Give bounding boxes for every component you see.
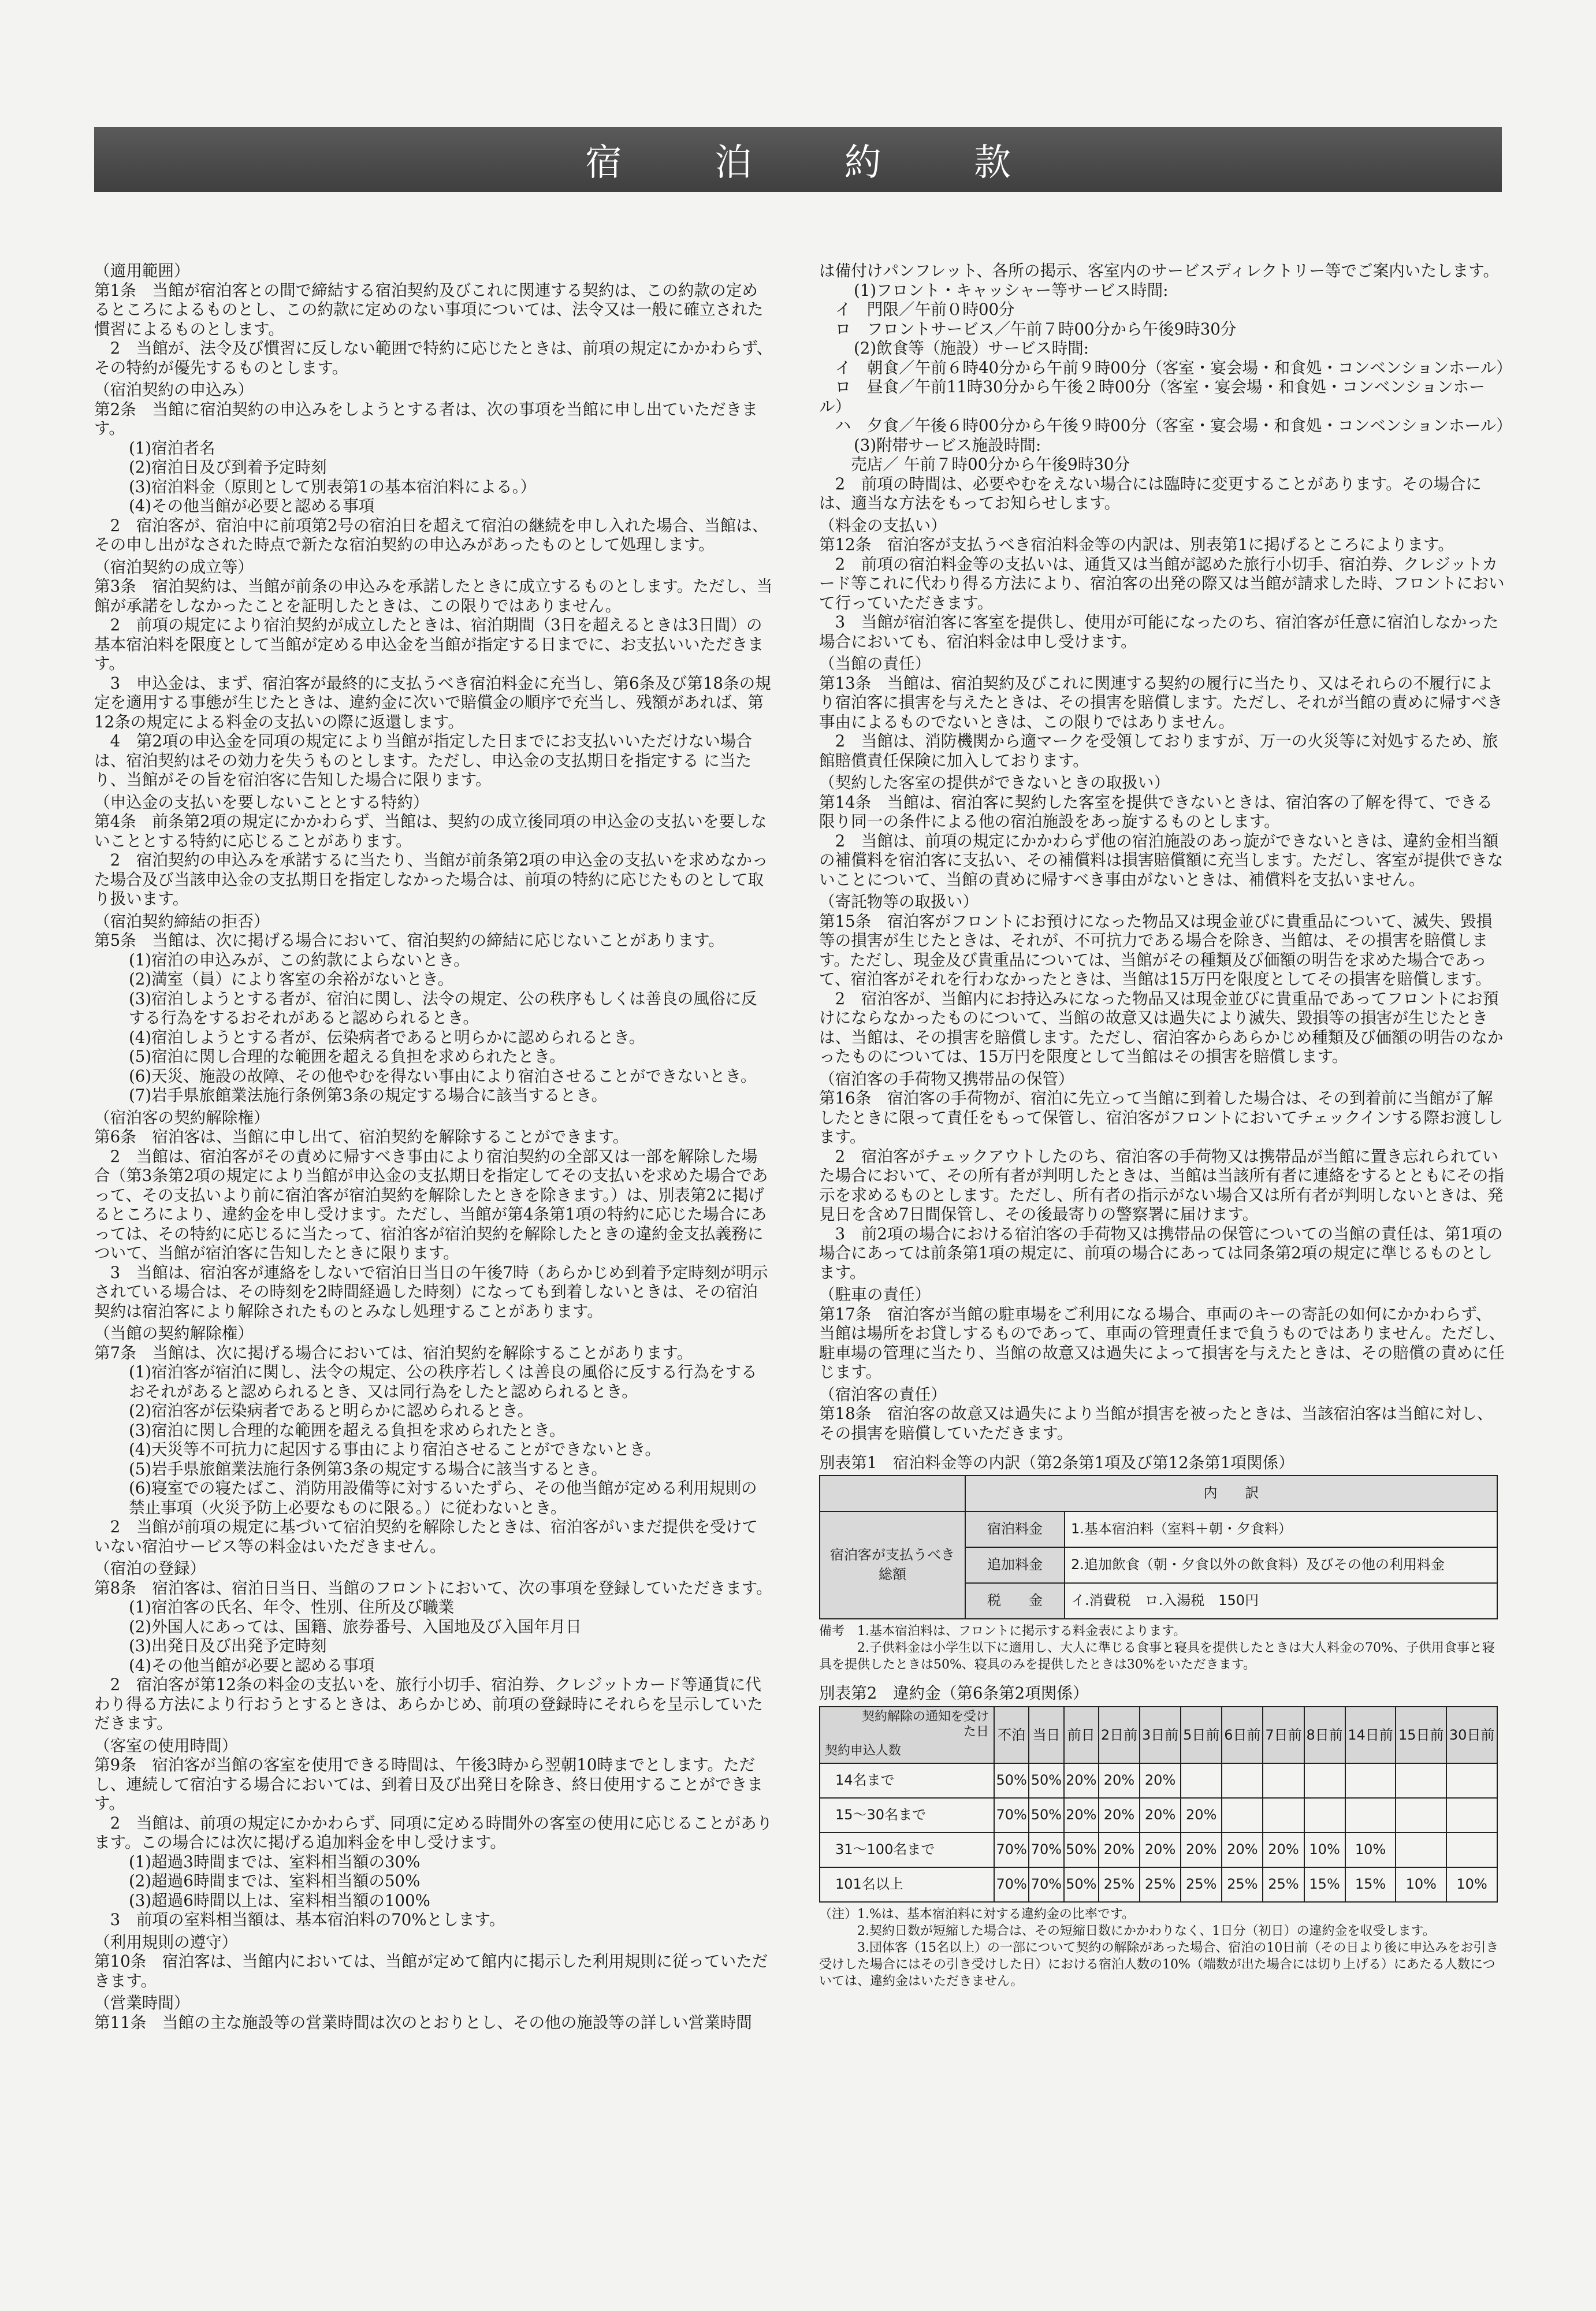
table1-blank xyxy=(820,1476,965,1511)
list-item: (4)天災等不可抗力に起因する事由により宿泊させることができないとき。 xyxy=(129,1440,661,1459)
paragraph: イ 朝食／午前６時40分から午前９時00分（客室・宴会場・和食処・コンベンションホール） xyxy=(819,358,1512,377)
table-cell: 50% xyxy=(1029,1763,1063,1798)
list-item: (5)宿泊に関し合理的な範囲を超える負担を求められたとき。 xyxy=(129,1047,566,1066)
paragraph: 3 当館が宿泊客に客室を提供し、使用が可能になったのち、宿泊客が任意に宿泊しなかった場合においても、宿泊料金は申し受けます。 xyxy=(819,612,1499,651)
paragraph: 2 宿泊客が、当館内にお持込みになった物品又は現金並びに貴重品であってフロントにお預けにならなかったものについて、当館の故意又は過失により滅失、毀損等の損害が生じたときは、当館は、その損害を賠償します。ただし、宿泊客からあらかじめ種類及び価額の明告のなかったものについては、15万円を限度として当館はその損害を賠償します。 xyxy=(819,989,1504,1066)
list-item: (1)宿泊客が宿泊に関し、法令の規定、公の秩序若しくは善良の風俗に反する行為をするおそれがあると認められるとき、又は同行為をしたと認められるとき。 xyxy=(129,1362,757,1401)
table2-column-header: 当日 xyxy=(1029,1707,1063,1763)
table-cell: 20% xyxy=(1140,1833,1181,1867)
table-cell: 70% xyxy=(1029,1833,1063,1867)
section-heading: （宿泊契約の申込み） xyxy=(94,380,254,399)
row-label: 101名以上 xyxy=(820,1867,994,1902)
table2-note: 3.団体客（15名以上）の一部について契約の解除があった場合、宿泊の10日前（その日より後に申込みをお引き受けした場合にはその引き受けした日）における宿泊人数の10%（端数が出た場合には切り上げる）にあたる人数については、違約金はいただきません。 xyxy=(819,1941,1499,1989)
section-heading: （宿泊客の契約解除権） xyxy=(94,1108,270,1127)
table1-row-value: 1.基本宿泊料（室料＋朝・夕食料） xyxy=(1065,1511,1497,1547)
table-cell: 20% xyxy=(1099,1763,1140,1798)
section-heading: （宿泊契約締結の拒否） xyxy=(94,911,270,931)
table2-column-header: 14日前 xyxy=(1345,1707,1396,1763)
section-heading: （宿泊客の手荷物又携帯品の保管） xyxy=(819,1069,1074,1088)
paragraph: 2 宿泊客が第12条の料金の支払いを、旅行小切手、宿泊券、クレジットカード等通貨に代わり得る方法により行おうとするときは、あらかじめ、前項の登録時にそれらを呈示していただきます。 xyxy=(94,1675,763,1733)
table-row xyxy=(820,1833,1497,1867)
section-heading: （宿泊の登録） xyxy=(94,1559,206,1578)
table2-column-header: 2日前 xyxy=(1099,1707,1140,1763)
article-section xyxy=(819,1285,1505,1382)
paragraph: 第9条 宿泊客が当館の客室を使用できる時間は、午後3時から翌朝10時までとします。ただし、連続して宿泊する場合においては、到着日及び出発日を除き、終日使用することができます。 xyxy=(94,1755,763,1813)
list-item: (3)出発日及び出発予定時刻 xyxy=(129,1636,327,1655)
list-item: (1)宿泊の申込みが、この約款によらないとき。 xyxy=(129,950,470,969)
list-item: (3)宿泊しようとする者が、宿泊に関し、法令の規定、公の秩序もしくは善良の風俗に反する行為をするおそれがあると認められるとき。 xyxy=(129,989,757,1027)
table-cell xyxy=(1263,1763,1304,1798)
table-cell: 25% xyxy=(1263,1867,1304,1902)
table2-column-header: 30日前 xyxy=(1446,1707,1497,1763)
list-item: (1)フロント・キャッシャー等サービス時間: xyxy=(854,280,1169,300)
section-heading: （当館の契約解除権） xyxy=(94,1324,254,1343)
list-item: (2)超過6時間までは、室料相当額の50% xyxy=(129,1871,421,1890)
table-cell: 15% xyxy=(1304,1867,1345,1902)
table-cell: 50% xyxy=(1064,1833,1099,1867)
section-heading: （適用範囲） xyxy=(94,261,190,280)
table-cell: 70% xyxy=(994,1833,1029,1867)
article-section xyxy=(94,793,773,909)
corner-top-label: 契約解除の通知を受けた日 xyxy=(862,1710,989,1739)
table2-note: （注）1.%は、基本宿泊料に対する違約金の比率です。 xyxy=(819,1907,1135,1922)
table-cell: 20% xyxy=(1222,1833,1263,1867)
table-cell: 20% xyxy=(1181,1798,1222,1833)
table2-title: 別表第2 違約金（第6条第2項関係） xyxy=(819,1683,1089,1703)
table-cell: 25% xyxy=(1181,1867,1222,1902)
table-cell: 50% xyxy=(1064,1867,1099,1902)
table-cell: 10% xyxy=(1446,1867,1497,1902)
list-item: (4)その他当館が必要と認める事項 xyxy=(129,496,375,515)
table2-column-header: 15日前 xyxy=(1396,1707,1446,1763)
list-item: (3)附帯サービス施設時間: xyxy=(854,435,1041,455)
table2-column-header: 7日前 xyxy=(1263,1707,1304,1763)
paragraph: 第15条 宿泊客がフロントにお預けになった物品又は現金並びに貴重品について、滅失、毀損等の損害が生じたときは、それが、不可抗力である場合を除き、当館は、その損害を賠償します。ただし、現金及び貴重品については、当館がその種類及び価額の明告を求めた場合であって、宿泊客がそれを行わなかったときは、当館は15万円を限度としてその損害を賠償します。 xyxy=(819,911,1493,989)
table-cell xyxy=(1345,1798,1396,1833)
table-cell xyxy=(1396,1798,1446,1833)
table-cell: 70% xyxy=(994,1867,1029,1902)
paragraph: 2 当館は、前項の規定にかかわらず他の宿泊施設のあっ旋ができないときは、違約金相当額の補償料を宿泊客に支払い、その補償料は損害賠償額に充当します。ただし、客室が提供できないことについて、当館の責めに帰すべき事由がないときは、補償料を支払いません。 xyxy=(819,831,1504,889)
article-section xyxy=(94,1108,773,1321)
paragraph: 第10条 宿泊客は、当館内においては、当館が定めて館内に掲示した利用規則に従っていただきます。 xyxy=(94,1952,768,1990)
table-cell: 20% xyxy=(1263,1833,1304,1867)
paragraph: は備付けパンフレット、各所の掲示、客室内のサービスディレクトリー等でご案内いたします。 xyxy=(819,261,1500,280)
section-heading: （営業時間） xyxy=(94,1993,190,2012)
article-section xyxy=(819,1385,1505,1443)
list-item: (3)超過6時間以上は、室料相当額の100% xyxy=(129,1890,430,1910)
paragraph: 2 前項の時間は、必要やむをえない場合には臨時に変更することがあります。その場合には、適当な方法をもってお知らせします。 xyxy=(819,474,1482,512)
title-banner xyxy=(94,127,1502,192)
table2-column-header: 6日前 xyxy=(1222,1707,1263,1763)
paragraph: 4 第2項の申込金を同項の規定により当館が指定した日までにお支払いいただけない場合は、宿泊契約はその効力を失うものとします。ただし、申込金の支払期日を指定する に当たり、当館がその旨を宿泊客に告知した場合に限ります。 xyxy=(94,731,752,789)
table-cell: 20% xyxy=(1099,1798,1140,1833)
list-item: (2)飲食等（施設）サービス時間: xyxy=(854,339,1089,358)
left-column xyxy=(94,261,773,2035)
table-cell: 70% xyxy=(1029,1867,1063,1902)
table-cell xyxy=(1396,1763,1446,1798)
list-item: (2)外国人にあっては、国籍、旅券番号、入国地及び入国年月日 xyxy=(129,1617,582,1636)
page-title: 宿 泊 約 款 xyxy=(585,142,1052,184)
section-heading: （宿泊客の責任） xyxy=(819,1384,947,1404)
paragraph: ロ フロントサービス／午前７時00分から午後9時30分 xyxy=(819,319,1237,339)
table1-row-value: 2.追加飲食（朝・夕食以外の飲食料）及びその他の利用料金 xyxy=(1065,1547,1497,1583)
list-item: (5)岩手県旅館業法施行条例第3条の規定する場合に該当するとき。 xyxy=(129,1459,608,1478)
list-item: (6)天災、施設の故障、その他やむを得ない事由により宿泊させることができないとき。 xyxy=(129,1066,757,1086)
section-heading: （寄託物等の取扱い） xyxy=(819,892,979,911)
article-section xyxy=(819,1069,1505,1283)
list-item: (4)宿泊しようとする者が、伝染病者であると明らかに認められるとき。 xyxy=(129,1027,645,1047)
table-cell xyxy=(1446,1798,1497,1833)
table2-column-header: 不泊 xyxy=(994,1707,1029,1763)
table-cell: 20% xyxy=(1181,1833,1222,1867)
paragraph: 第12条 宿泊客が支払うべき宿泊料金等の内訳は、別表第1に掲げるところによります。 xyxy=(819,535,1454,554)
list-item: (2)満室（員）により客室の余裕がないとき。 xyxy=(129,969,454,989)
section-heading: （駐車の責任） xyxy=(819,1285,931,1304)
table-cell: 70% xyxy=(994,1798,1029,1833)
table-row xyxy=(820,1763,1497,1798)
list-item: (3)宿泊料金（原則として別表第1の基本宿泊料による。） xyxy=(129,477,537,496)
table-row xyxy=(820,1798,1497,1833)
table-cell xyxy=(1222,1798,1263,1833)
table-cell: 15% xyxy=(1345,1867,1396,1902)
table-cell xyxy=(1181,1763,1222,1798)
paragraph: 第2条 当館に宿泊契約の申込みをしようとする者は、次の事項を当館に申し出ていただきます。 xyxy=(94,399,758,438)
paragraph: 2 当館は、消防機関から適マークを受領しておりますが、万一の火災等に対処するため、旅館賠償責任保険に加入しております。 xyxy=(819,731,1498,770)
paragraph: 第17条 宿泊客が当館の駐車場をご利用になる場合、車両のキーの寄託の如何にかかわらず、当館は場所をお貸しするものであって、車両の管理責任まで負うものではありません。ただし、駐車場の管理に当たり、当館の故意又は過失によって損害を与えたときは、その賠償の責めに任じます。 xyxy=(819,1304,1505,1381)
table-cell: 10% xyxy=(1345,1833,1396,1867)
article-section xyxy=(819,516,1505,652)
list-item: (2)宿泊客が伝染病者であると明らかに認められるとき。 xyxy=(129,1401,534,1420)
paragraph: 第6条 宿泊客は、当館に申し出て、宿泊契約を解除することができます。 xyxy=(94,1127,629,1146)
table-cell: 25% xyxy=(1222,1867,1263,1902)
paragraph: 3 当館は、宿泊客が連絡をしないで宿泊日当日の午後7時（あらかじめ到着予定時刻が明示されている場合は、その時刻を2時間経過した時刻）になっても到着しないときは、その宿泊契約は宿泊客により解除されたものとみなし処理することがあります。 xyxy=(94,1262,768,1321)
table1-row-key: 税 金 xyxy=(965,1583,1065,1619)
table-cell xyxy=(1446,1833,1497,1867)
table2-notes xyxy=(819,1906,1505,1990)
section-heading: （客室の使用時間） xyxy=(94,1736,238,1755)
table-cell: 20% xyxy=(1140,1798,1181,1833)
table2-column-header: 3日前 xyxy=(1140,1707,1181,1763)
article-section xyxy=(819,261,1512,513)
table-cell xyxy=(1345,1763,1396,1798)
list-item: (1)宿泊者名 xyxy=(129,438,215,458)
table-cell: 20% xyxy=(1064,1763,1099,1798)
article-section xyxy=(94,1736,773,1930)
paragraph: 第5条 当館は、次に掲げる場合において、宿泊契約の締結に応じないことがあります。 xyxy=(94,931,724,950)
section-heading: （料金の支払い） xyxy=(819,515,947,535)
paragraph: 2 宿泊契約の申込みを承諾するに当たり、当館が前条第2項の申込金の支払いを求めなかった場合及び当該申込金の支払期日を指定しなかった場合は、前項の特約に応じたものとして取り扱います。 xyxy=(94,850,768,908)
right-articles xyxy=(819,261,1512,1443)
table2-corner xyxy=(820,1707,994,1763)
table-row xyxy=(820,1867,1497,1902)
paragraph: 3 申込金は、まず、宿泊客が最終的に支払うべき宿泊料金に充当し、第6条及び第18条の規定を適用する事態が生じたときは、違約金に次いで賠償金の順序で充当し、残額があれば、第12条の規定による料金の支払いの際に返還します。 xyxy=(94,673,771,731)
table-cell xyxy=(1304,1798,1345,1833)
section-heading: （当館の責任） xyxy=(819,654,931,673)
table-cell: 25% xyxy=(1140,1867,1181,1902)
list-item: (1)超過3時間までは、室料相当額の30% xyxy=(129,1852,421,1871)
list-item: (3)宿泊に関し合理的な範囲を超える負担を求められたとき。 xyxy=(129,1420,566,1440)
section-heading: （契約した客室の提供ができないときの取扱い） xyxy=(819,773,1170,792)
paragraph: 第1条 当館が宿泊客との間で締結する宿泊契約及びこれに関連する契約は、この約款の定めるところによるものとし、この約款に定めのない事項については、法令又は一般に確立された慣習によるものとします。 xyxy=(94,280,764,339)
paragraph: 第7条 当館は、次に掲げる場合においては、宿泊契約を解除することがあります。 xyxy=(94,1343,693,1362)
paragraph: 第11条 当館の主な施設等の営業時間は次のとおりとし、その他の施設等の詳しい営業時間 xyxy=(94,2012,752,2032)
paragraph: 2 宿泊客がチェックアウトしたのち、宿泊客の手荷物又は携帯品が当館に置き忘れられていた場合において、その所有者が判明したときは、当館は当該所有者に連絡をするとともにその指示を求めるものとします。ただし、所有者の指示がない場合又は所有者が判明しないときは、発見日を含め7日間保管し、その後最寄りの警察署に届けます。 xyxy=(819,1146,1504,1224)
table1-left-label: 宿泊客が支払うべき総額 xyxy=(820,1511,965,1619)
article-section xyxy=(819,654,1505,770)
article-section xyxy=(94,1559,773,1733)
paragraph: 第16条 宿泊客の手荷物が、宿泊に先立って当館に到着した場合は、その到着前に当館が了解したときに限って責任をもって保管し、宿泊客がフロントにおいてチェックインする際お渡しします。 xyxy=(819,1088,1504,1146)
table-cell xyxy=(1304,1763,1345,1798)
table1-header: 内 訳 xyxy=(965,1476,1497,1511)
table2-column-header: 5日前 xyxy=(1181,1707,1222,1763)
cancellation-fee-table xyxy=(819,1706,1498,1903)
list-item: (6)寝室での寝たばこ、消防用設備等に対するいたずら、その他当館が定める利用規則の禁止事項（火災予防上必要なものに限る。）に従わないとき。 xyxy=(129,1478,757,1517)
section-heading: （利用規則の遵守） xyxy=(94,1932,238,1952)
table-cell: 10% xyxy=(1396,1867,1446,1902)
list-item: (7)岩手県旅館業法施行条例第3条の規定する場合に該当するとき。 xyxy=(129,1086,608,1105)
article-section xyxy=(94,558,773,790)
right-column xyxy=(819,261,1512,1990)
list-item: (2)宿泊日及び到着予定時刻 xyxy=(129,458,327,477)
row-label: 15～30名まで xyxy=(820,1798,994,1833)
table-cell: 20% xyxy=(1064,1798,1099,1833)
paragraph: 2 前項の規定により宿泊契約が成立したときは、宿泊期間（3日を超えるときは3日間）の基本宿泊料を限度として当館が定める申込金を当館が指定する日までに、お支払いいただきます。 xyxy=(94,615,764,673)
paragraph: 第14条 当館は、宿泊客に契約した客室を提供できないときは、宿泊客の了解を得て、できる限り同一の条件による他の宿泊施設をあっ旋するものとします。 xyxy=(819,792,1493,831)
table-cell: 50% xyxy=(994,1763,1029,1798)
paragraph: 2 当館は、前項の規定にかかわらず、同項に定める時間外の客室の使用に応じることがあります。この場合には次に掲げる追加料金を申し受けます。 xyxy=(94,1813,773,1852)
paragraph: 2 宿泊客が、宿泊中に前項第2号の宿泊日を超えて宿泊の継続を申し入れた場合、当館は、その申し出がなされた時点で新たな宿泊契約の申込みがあったものとして処理します。 xyxy=(94,515,768,554)
table2-column-header: 前日 xyxy=(1064,1707,1099,1763)
table1-row-key: 追加料金 xyxy=(965,1547,1065,1583)
article-section xyxy=(819,773,1505,889)
table1-title: 別表第1 宿泊料金等の内訳（第2条第1項及び第12条第1項関係） xyxy=(819,1453,1294,1472)
paragraph: 3 前2項の場合における宿泊客の手荷物又は携帯品の保管についての当館の責任は、第1項の場合にあっては前条第1項の規定に、前項の場合にあっては同条第2項の規定に準じるものとします。 xyxy=(819,1224,1503,1282)
table-cell: 20% xyxy=(1099,1833,1140,1867)
table-cell: 25% xyxy=(1099,1867,1140,1902)
paragraph: 第4条 前条第2項の規定にかかわらず、当館は、契約の成立後同項の申込金の支払いを要しないこととする特約に応じることがあります。 xyxy=(94,812,767,850)
paragraph: 第18条 宿泊客の故意又は過失により当館が損害を被ったときは、当該宿泊客は当館に対し、その損害を賠償していただきます。 xyxy=(819,1404,1493,1443)
table1-note: 2.子供料金は小学生以下に適用し、大人に準じる食事と寝具を提供したときは大人料金の70%、子供用食事と寝具を提供したときは50%、寝具のみを提供したときは30%をいただきます。 xyxy=(819,1640,1495,1672)
table-cell: 50% xyxy=(1029,1798,1063,1833)
fee-breakdown-table xyxy=(819,1475,1498,1619)
list-item: (4)その他当館が必要と認める事項 xyxy=(129,1655,375,1675)
article-section xyxy=(94,1933,773,1991)
paragraph: 2 当館は、宿泊客がその責めに帰すべき事由により宿泊契約の全部又は一部を解除した場合（第3条第2項の規定により当館が申込金の支払期日を指定してその支払いを求めた場合であって、その支払いより前に宿泊客が宿泊契約を解除したときを除きます。）は、別表第2に掲げるところにより、違約金を申し受けます。ただし、当館が第4条第1項の特約に応じた場合にあっては、その特約に応じるに当たって、宿泊客が宿泊契約を解除したときの違約金支払義務について、当館が宿泊客に告知したときに限ります。 xyxy=(94,1146,768,1262)
table1-row-key: 宿泊料金 xyxy=(965,1511,1065,1547)
section-heading: （申込金の支払いを要しないこととする特約） xyxy=(94,792,429,812)
paragraph: 3 前項の室料相当額は、基本宿泊料の70%とします。 xyxy=(94,1910,505,1929)
paragraph: 売店／ 午前７時00分から午後9時30分 xyxy=(819,455,1130,474)
table2-column-header: 8日前 xyxy=(1304,1707,1345,1763)
paragraph: 2 前項の宿泊料金等の支払いは、通貨又は当館が認めた旅行小切手、宿泊券、クレジットカード等これに代わり得る方法により、宿泊客の出発の際又は当館が請求した時、フロントにおいて行っていただきます。 xyxy=(819,554,1505,612)
paragraph: 第3条 宿泊契約は、当館が前条の申込みを承諾したときに成立するものとします。ただし、当館が承諾をしなかったことを証明したときは、この限りではありません。 xyxy=(94,577,773,615)
section-heading: （宿泊契約の成立等） xyxy=(94,557,254,577)
table-cell: 10% xyxy=(1304,1833,1345,1867)
article-section xyxy=(94,1324,773,1556)
row-label: 14名まで xyxy=(820,1763,994,1798)
table-cell xyxy=(1396,1833,1446,1867)
paragraph: 2 当館が前項の規定に基づいて宿泊契約を解除したときは、宿泊客がいまだ提供を受けていない宿泊サービス等の料金はいただきません。 xyxy=(94,1517,758,1556)
paragraph: イ 門限／午前０時00分 xyxy=(819,300,1015,319)
article-section xyxy=(94,912,773,1105)
table-cell xyxy=(1446,1763,1497,1798)
article-section xyxy=(94,261,773,377)
row-label: 31～100名まで xyxy=(820,1833,994,1867)
paragraph: ロ 昼食／午前11時30分から午後２時00分（客室・宴会場・和食処・コンベンションホール） xyxy=(819,377,1485,416)
article-section xyxy=(819,892,1505,1067)
table-cell xyxy=(1263,1798,1304,1833)
list-item: (1)宿泊客の氏名、年令、性別、住所及び職業 xyxy=(129,1597,455,1617)
article-section xyxy=(94,1993,773,2032)
table-cell: 20% xyxy=(1140,1763,1181,1798)
table2-note: 2.契約日数が短縮した場合は、その短縮日数にかかわりなく、1日分（初日）の違約金を収受します。 xyxy=(819,1924,1435,1938)
table1-row-value: イ.消費税 ロ.入湯税 150円 xyxy=(1065,1583,1497,1619)
paragraph: 第8条 宿泊客は、宿泊日当日、当館のフロントにおいて、次の事項を登録していただきます。 xyxy=(94,1578,772,1597)
article-section xyxy=(94,380,773,555)
corner-bottom-label: 契約申込人数 xyxy=(825,1743,902,1758)
table-cell xyxy=(1222,1763,1263,1798)
table1-note: 備考 1.基本宿泊料は、フロントに掲示する料金表によります。 xyxy=(819,1623,1186,1638)
paragraph: 2 当館が、法令及び慣習に反しない範囲で特約に応じたときは、前項の規定にかかわらず、その特約が優先するものとします。 xyxy=(94,339,773,377)
table1-notes xyxy=(819,1623,1505,1673)
paragraph: ハ 夕食／午後６時00分から午後９時00分（客室・宴会場・和食処・コンベンションホール） xyxy=(819,416,1512,435)
paragraph: 第13条 当館は、宿泊契約及びこれに関連する契約の履行に当たり、又はそれらの不履行により宿泊客に損害を与えたときは、その損害を賠償します。ただし、それが当館の責めに帰すべき事由によるものでないときは、この限りではありません。 xyxy=(819,673,1503,731)
